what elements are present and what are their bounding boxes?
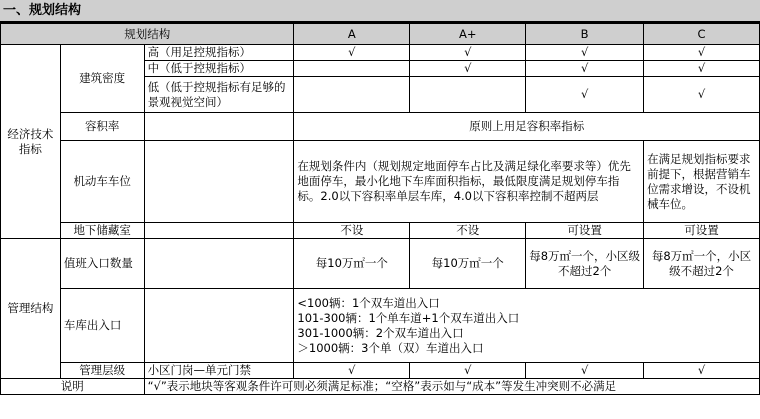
plot-ratio-blank (144, 113, 294, 141)
building-density-label: 建筑密度 (60, 45, 144, 113)
mgmt-level-a-plus: √ (410, 363, 526, 379)
column-header-row (1, 23, 760, 45)
group-economic-label: 经济技术指标 (7, 126, 54, 156)
header-c: C (644, 23, 760, 45)
garage-entrance-label: 车库出入口 (60, 289, 144, 363)
duty-entrance-b: 每8万㎡一个，小区级不超过2个 (526, 239, 644, 289)
plot-ratio-value: 原则上用足容积率指标 (294, 113, 760, 141)
storage-label: 地下储藏室 (60, 223, 144, 239)
density-high-c: √ (644, 45, 760, 61)
table-row (1, 223, 760, 239)
duty-entrance-c: 每8万㎡一个，小区级不超过2个 (644, 239, 760, 289)
density-medium-label: 中（低于控规指标） (144, 61, 294, 77)
garage-rule-line: ＞1000辆：3个单（双）车道出入口 (297, 340, 484, 355)
planning-structure-table (0, 22, 760, 395)
mgmt-level-label: 管理层级 (60, 363, 144, 379)
duty-entrance-label: 值班入口数量 (60, 239, 144, 289)
header-planning-structure: 规划结构 (1, 23, 294, 45)
density-medium-a (294, 61, 410, 77)
storage-blank (144, 223, 294, 239)
storage-c: 可设置 (644, 223, 760, 239)
density-low-a (294, 77, 410, 113)
density-low-b: √ (526, 77, 644, 113)
mgmt-level-b: √ (526, 363, 644, 379)
density-low-c: √ (644, 77, 760, 113)
parking-abc-text: 在规划条件内（规划规定地面停车占比及满足绿化率要求等）优先地面停车，最小化地下车库面积指标，最低限度满足规划停车指标。2.0以下容积率单层车库，4.0以下容积率控制不超两层 (294, 141, 644, 223)
table-row (1, 113, 760, 141)
parking-c-text: 在满足规划指标要求前提下，根据营销车位需求增设，不设机械车位。 (644, 141, 760, 223)
header-a-plus: A+ (410, 23, 526, 45)
garage-rule-line: 301-1000辆：2个双车道出入口 (297, 325, 464, 340)
density-high-b: √ (526, 45, 644, 61)
density-high-a: √ (294, 45, 410, 61)
density-high-label: 高（用足控规指标） (144, 45, 294, 61)
duty-entrance-blank (144, 239, 294, 289)
garage-rule-line: <100辆：1个双车道出入口 (297, 295, 440, 310)
plot-ratio-label: 容积率 (60, 113, 144, 141)
group-management-label: 管理结构 (7, 301, 54, 315)
mgmt-level-sub: 小区门岗—单元门禁 (144, 363, 294, 379)
table-row (1, 379, 760, 395)
garage-rule-line: 101-300辆：1个单车道+1个双车道出入口 (297, 310, 520, 325)
duty-entrance-a: 每10万㎡一个 (294, 239, 410, 289)
density-medium-a-plus: √ (410, 61, 526, 77)
garage-entrance-rules (294, 289, 760, 363)
note-label: 说明 (1, 379, 145, 395)
density-high-a-plus: √ (410, 45, 526, 61)
table-row (1, 141, 760, 223)
density-medium-b: √ (526, 61, 644, 77)
storage-a-plus: 不设 (410, 223, 526, 239)
density-medium-c: √ (644, 61, 760, 77)
table-row (1, 45, 760, 61)
storage-b: 可设置 (526, 223, 644, 239)
duty-entrance-a-plus: 每10万㎡一个 (410, 239, 526, 289)
parking-label: 机动车车位 (60, 141, 144, 223)
mgmt-level-a: √ (294, 363, 410, 379)
garage-entrance-blank (144, 289, 294, 363)
note-text: “√”表示地块等客观条件许可则必须满足标准；“空格”表示如与“成本”等发生冲突则不必满足 (144, 379, 759, 395)
table-row (1, 289, 760, 363)
group-management (1, 239, 61, 379)
mgmt-level-c: √ (644, 363, 760, 379)
density-low-a-plus (410, 77, 526, 113)
header-b: B (526, 23, 644, 45)
table-row (1, 239, 760, 289)
header-a: A (294, 23, 410, 45)
table-row (1, 363, 760, 379)
parking-blank (144, 141, 294, 223)
density-low-label: 低（低于控规指标有足够的景观视觉空间） (144, 77, 294, 113)
section-title: 一、规划结构 (0, 0, 760, 22)
storage-a: 不设 (294, 223, 410, 239)
group-economic (1, 45, 61, 239)
